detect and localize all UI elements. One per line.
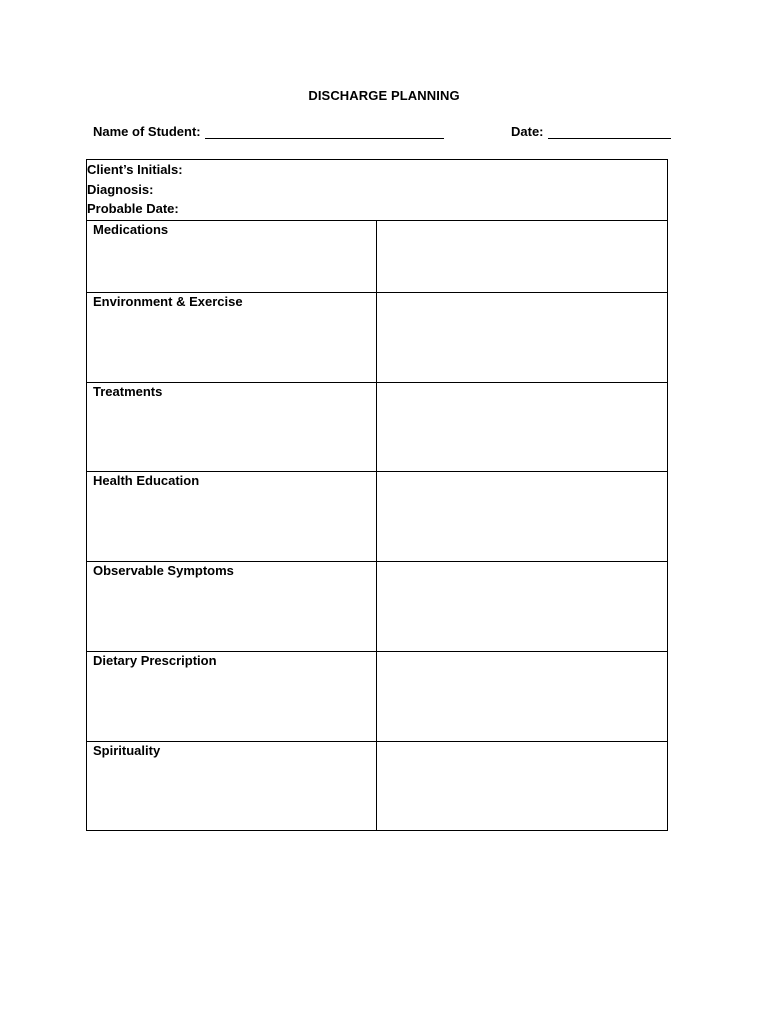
section-entry-cell[interactable]	[377, 382, 668, 471]
table-row	[87, 220, 668, 292]
student-name-blank[interactable]	[205, 124, 444, 139]
section-label: Medications	[93, 221, 169, 237]
section-label: Health Education	[93, 472, 200, 488]
section-entry-cell[interactable]	[377, 471, 668, 561]
section-label-cell	[87, 220, 377, 292]
section-label: Environment & Exercise	[93, 293, 243, 309]
client-info-row	[87, 160, 668, 221]
section-label-cell	[87, 471, 377, 561]
section-label-cell	[87, 382, 377, 471]
section-entry-cell[interactable]	[377, 741, 668, 830]
table-row	[87, 382, 668, 471]
probable-date-label: Probable Date:	[87, 201, 179, 216]
student-name-label: Name of Student:	[93, 124, 201, 139]
table-row	[87, 741, 668, 830]
diagnosis-label: Diagnosis:	[87, 181, 154, 197]
table-row	[87, 561, 668, 651]
table-row	[87, 471, 668, 561]
section-label: Dietary Prescription	[93, 652, 217, 668]
section-label-cell	[87, 651, 377, 741]
date-blank[interactable]	[548, 124, 671, 139]
section-label: Treatments	[93, 383, 163, 399]
section-label-cell	[87, 292, 377, 382]
section-label: Spirituality	[93, 742, 161, 758]
discharge-planning-table	[86, 159, 668, 831]
section-label-cell	[87, 561, 377, 651]
date-field	[511, 124, 671, 139]
section-entry-cell[interactable]	[377, 561, 668, 651]
section-entry-cell[interactable]	[377, 220, 668, 292]
student-name-field	[93, 124, 444, 139]
section-entry-cell[interactable]	[377, 651, 668, 741]
section-label-cell	[87, 741, 377, 830]
date-label: Date:	[511, 124, 544, 139]
section-entry-cell[interactable]	[377, 292, 668, 382]
page-title: DISCHARGE PLANNING	[308, 88, 460, 103]
table-row	[87, 292, 668, 382]
table-row	[87, 651, 668, 741]
client-initials-label: Client’s Initials:	[87, 162, 183, 177]
section-label: Observable Symptoms	[93, 562, 234, 578]
client-info-cell	[87, 160, 668, 221]
